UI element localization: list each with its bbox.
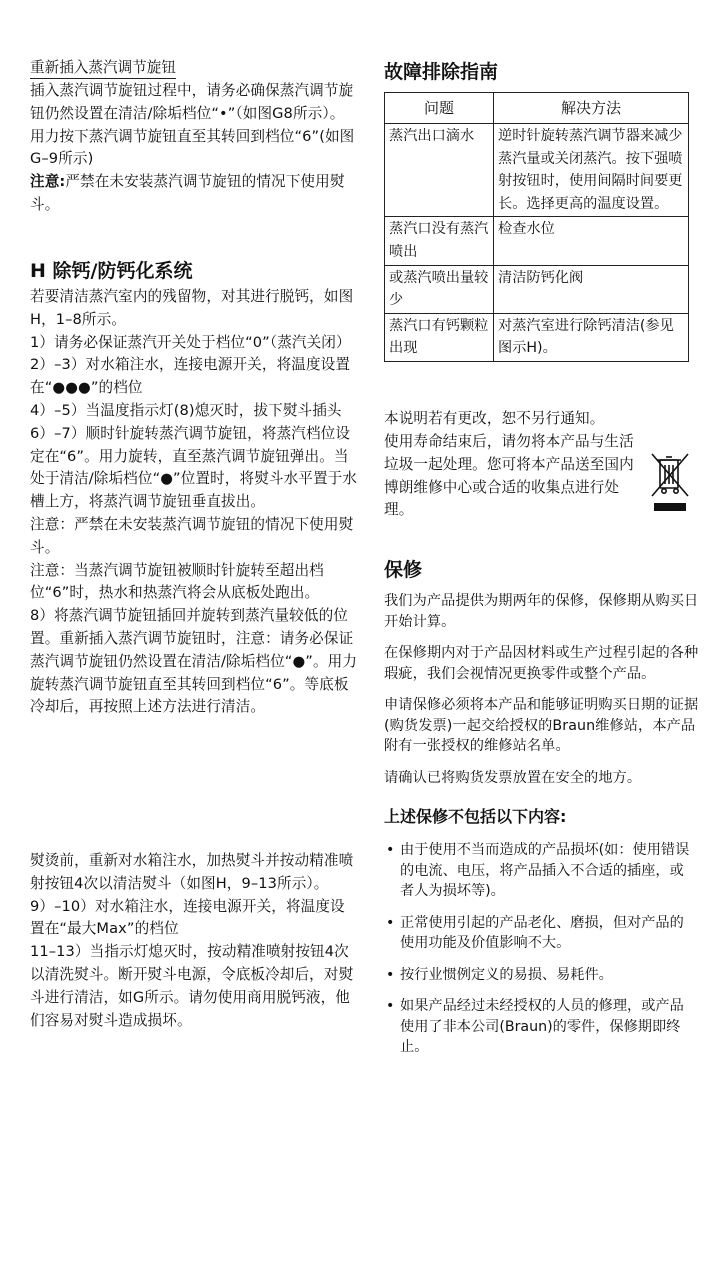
list-item: • 正常使用引起的产品老化、磨损，但对产品的使用功能及价值影响不大。 <box>384 913 696 954</box>
warranty-para: 我们为产品提供为期两年的保修，保修期从购买日开始计算。 <box>384 593 699 630</box>
section-h-line: 注意：严禁在未安装蒸汽调节旋钮的情况下使用熨斗。 <box>30 515 354 556</box>
reinsert-para-2: 用力按下蒸汽调节旋钮直至其转回到档位“6”(如图G–9所示) <box>30 127 355 168</box>
list-item: • 如果产品经过未经授权的人员的修理，或产品使用了非本公司(Braun)的零件，保修期即终止。 <box>384 996 696 1058</box>
solution-cell: 检查水位 <box>494 217 689 265</box>
weee-bin-icon <box>650 452 690 518</box>
disposal-text: 使用寿命结束后，请勿将本产品与生活垃圾一起处理。您可将本产品送至国内博朗维修中心或合适的收集点进行处理。 <box>384 433 634 519</box>
section-h-line: 若要清洁蒸汽室内的残留物，对其进行脱钙，如图H，1–8所示。 <box>30 288 354 328</box>
exclusions-list <box>384 840 696 1058</box>
section-h-text <box>30 286 358 719</box>
section-h-line: 4）–5）当温度指示灯(8)熄灭时，拔下熨斗插头 <box>30 401 342 419</box>
note-text: 严禁在未安装蒸汽调节旋钮的情况下使用熨斗。 <box>30 173 345 213</box>
troubleshooting-table-wrap <box>384 92 689 362</box>
problem-cell: 蒸汽口没有蒸汽喷出 <box>385 217 494 265</box>
reinsert-subheading: 重新插入蒸汽调节旋钮 <box>30 58 176 79</box>
solution-cell: 逆时针旋转蒸汽调节器来减少蒸汽量或关闭蒸汽。按下强喷射按钮时，使用间隔时间要更长。选择更高的温度设置。 <box>494 124 689 217</box>
note-label: 注意: <box>30 173 66 191</box>
warranty-para: 在保修期内对于产品因材料或生产过程引起的各种瑕疵，我们会视情况更换零件或整个产品。 <box>384 645 699 682</box>
section-h-heading: H 除钙/防钙化系统 <box>30 260 193 282</box>
table-row <box>385 265 689 313</box>
note-para <box>30 171 358 217</box>
list-item: • 按行业惯例定义的易损、易耗件。 <box>384 965 696 986</box>
reinsert-text <box>30 80 358 217</box>
problem-cell: 或蒸汽喷出量较少 <box>385 265 494 313</box>
pre-ironing-line: 11–13）当指示灯熄灭时，按动精准喷射按钮4次以清洗熨斗。断开熨斗电源，令底板冷却后，对熨斗进行清洁，如G所示。请勿使用商用脱钙液，他们容易对熨斗造成损坏。 <box>30 943 354 1029</box>
section-h-line: 8）将蒸汽调节旋钮插回并旋转到蒸汽量较低的位置。重新插入蒸汽调节旋钮时，注意：请务必保证蒸汽调节旋钮仍然设置在清洁/除垢档位“●”。用力旋转蒸汽调节旋钮直至其转回到档位“6”。等底板冷却后，再按照上述方法进行清洁。 <box>30 607 358 716</box>
table-row <box>385 124 689 217</box>
exclusions-heading: 上述保修不包括以下内容: <box>384 807 567 826</box>
section-h-line: 2）–3）对水箱注水，连接电源开关，将温度设置在“●●●”的档位 <box>30 356 351 397</box>
warranty-text <box>384 591 700 788</box>
table-header-solution: 解决方法 <box>494 93 689 124</box>
pre-ironing-text <box>30 850 358 1032</box>
warranty-heading: 保修 <box>384 559 423 581</box>
solution-cell: 清洁防钙化阀 <box>494 265 689 313</box>
list-item: • 由于使用不当而造成的产品损坏(如：使用错误的电流、电压，将产品插入不合适的插座，或者人为损坏等)。 <box>384 840 696 902</box>
warranty-para: 请确认已将购货发票放置在安全的地方。 <box>384 769 642 786</box>
exclusions-list-wrap <box>384 840 696 1069</box>
table-header-problem: 问题 <box>385 93 494 124</box>
section-h-line: 6）–7）顺时针旋转蒸汽调节旋钮，将蒸汽档位设定在“6”。用力旋转，直至蒸汽调节旋钮弹出。当处于清洁/除垢档位“●”位置时，将熨斗水平置于水槽上方，将蒸汽调节旋钮垂直拔出。 <box>30 424 358 511</box>
section-h-line: 注意：当蒸汽调节旋钮被顺时针旋转至超出档位“6”时，热水和热蒸汽将会从底板处跑出。 <box>30 561 324 602</box>
section-h-line: 1）请务必保证蒸汽开关处于档位“0”（蒸汽关闭） <box>30 333 351 351</box>
troubleshooting-table <box>384 92 689 362</box>
pre-ironing-line: 9）–10）对水箱注水，连接电源开关，将温度设置在“最大Max”的档位 <box>30 897 345 938</box>
troubleshooting-heading: 故障排除指南 <box>384 61 499 83</box>
problem-cell: 蒸汽出口滴水 <box>385 124 494 217</box>
reinsert-para: 插入蒸汽调节旋钮过程中，请务必确保蒸汽调节旋钮仍然设置在清洁/除垢档位“•”（如图G8所示）。 <box>30 82 354 122</box>
notice-block <box>384 408 700 431</box>
table-row <box>385 217 689 265</box>
table-row <box>385 313 689 361</box>
notice-text: 本说明若有更改，恕不另行通知。 <box>384 410 605 427</box>
solution-cell: 对蒸汽室进行除钙清洁(参见图示H)。 <box>494 313 689 361</box>
warranty-para: 申请保修必须将本产品和能够证明购买日期的证据(购货发票)一起交给授权的Braun维修站，本产品附有一张授权的维修站名单。 <box>384 697 699 754</box>
pre-ironing-line: 熨烫前，重新对水箱注水，加热熨斗并按动精准喷射按钮4次以清洁熨斗（如图H，9–13所示）。 <box>30 852 354 892</box>
table-header-row <box>385 93 689 124</box>
problem-cell: 蒸汽口有钙颗粒出现 <box>385 313 494 361</box>
disposal-block <box>384 431 646 522</box>
